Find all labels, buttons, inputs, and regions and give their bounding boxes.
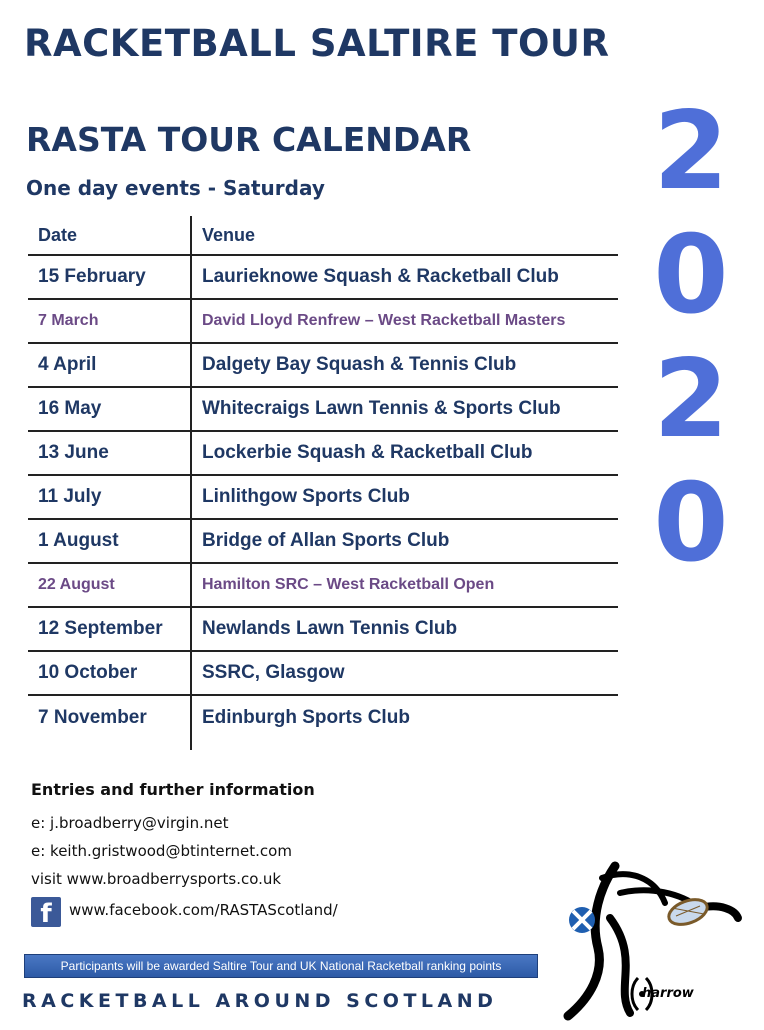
event-venue: Edinburgh Sports Club bbox=[202, 707, 410, 728]
event-date: 15 February bbox=[38, 266, 146, 287]
table-row bbox=[28, 608, 618, 652]
calendar-table bbox=[28, 216, 618, 740]
year-digit: 2 bbox=[653, 337, 729, 462]
column-divider bbox=[190, 216, 192, 750]
event-venue: Lockerbie Squash & Racketball Club bbox=[202, 442, 533, 463]
event-venue: Dalgety Bay Squash & Tennis Club bbox=[202, 354, 517, 375]
event-date: 1 August bbox=[38, 530, 119, 551]
event-date: 22 August bbox=[38, 576, 115, 593]
email-link-1[interactable]: e: j.broadberry@virgin.net bbox=[31, 814, 229, 832]
event-date: 7 March bbox=[38, 312, 99, 329]
column-header-venue: Venue bbox=[202, 224, 256, 245]
info-heading: Entries and further information bbox=[31, 780, 315, 799]
harrow-brand: harrow bbox=[642, 986, 694, 1001]
event-date: 7 November bbox=[38, 707, 147, 728]
event-venue: Whitecraigs Lawn Tennis & Sports Club bbox=[202, 398, 561, 419]
event-venue: David Lloyd Renfrew – West Racketball Masters bbox=[202, 312, 566, 329]
calendar-title: RASTA TOUR CALENDAR bbox=[26, 120, 472, 159]
year-digit: 2 bbox=[653, 89, 729, 214]
event-venue: Newlands Lawn Tennis Club bbox=[202, 618, 458, 639]
table-row bbox=[28, 388, 618, 432]
table-row bbox=[28, 652, 618, 696]
table-row bbox=[28, 432, 618, 476]
sponsor-logo-area bbox=[560, 848, 750, 1023]
contact-info bbox=[31, 780, 338, 927]
year-digit: 0 bbox=[653, 213, 729, 338]
event-date: 10 October bbox=[38, 662, 138, 683]
column-header-date: Date bbox=[38, 224, 78, 245]
footer-tagline: RACKETBALL AROUND SCOTLAND bbox=[22, 990, 498, 1012]
table-row bbox=[28, 696, 618, 740]
table-header-row bbox=[28, 216, 618, 256]
table-row bbox=[28, 564, 618, 608]
calendar-subtitle: One day events - Saturday bbox=[26, 176, 325, 200]
event-venue: Hamilton SRC – West Racketball Open bbox=[202, 576, 495, 593]
table-row bbox=[28, 256, 618, 300]
website-link[interactable]: visit www.broadberrysports.co.uk bbox=[31, 870, 282, 888]
email-link-2[interactable]: e: keith.gristwood@btinternet.com bbox=[31, 842, 292, 860]
event-venue: Laurieknowe Squash & Racketball Club bbox=[202, 266, 559, 287]
facebook-icon[interactable]: f bbox=[31, 897, 61, 927]
event-venue: Linlithgow Sports Club bbox=[202, 486, 410, 507]
facebook-link[interactable]: www.facebook.com/RASTAScotland/ bbox=[69, 901, 338, 919]
table-row bbox=[28, 520, 618, 564]
year-digit: 0 bbox=[653, 461, 729, 586]
event-venue: SSRC, Glasgow bbox=[202, 662, 345, 683]
facebook-line[interactable] bbox=[31, 897, 338, 927]
event-date: 11 July bbox=[38, 486, 102, 507]
event-date: 4 April bbox=[38, 354, 97, 375]
event-date: 12 September bbox=[38, 618, 163, 639]
event-date: 16 May bbox=[38, 398, 102, 419]
event-date: 13 June bbox=[38, 442, 109, 463]
table-row bbox=[28, 300, 618, 344]
saltire-flag-icon bbox=[568, 906, 596, 934]
event-venue: Bridge of Allan Sports Club bbox=[202, 530, 450, 551]
ranking-points-banner: Participants will be awarded Saltire Tour and UK National Racketball ranking points bbox=[24, 954, 538, 978]
main-title: RACKETBALL SALTIRE TOUR bbox=[24, 22, 610, 65]
table-row bbox=[28, 344, 618, 388]
year-vertical bbox=[648, 90, 734, 586]
table-row bbox=[28, 476, 618, 520]
